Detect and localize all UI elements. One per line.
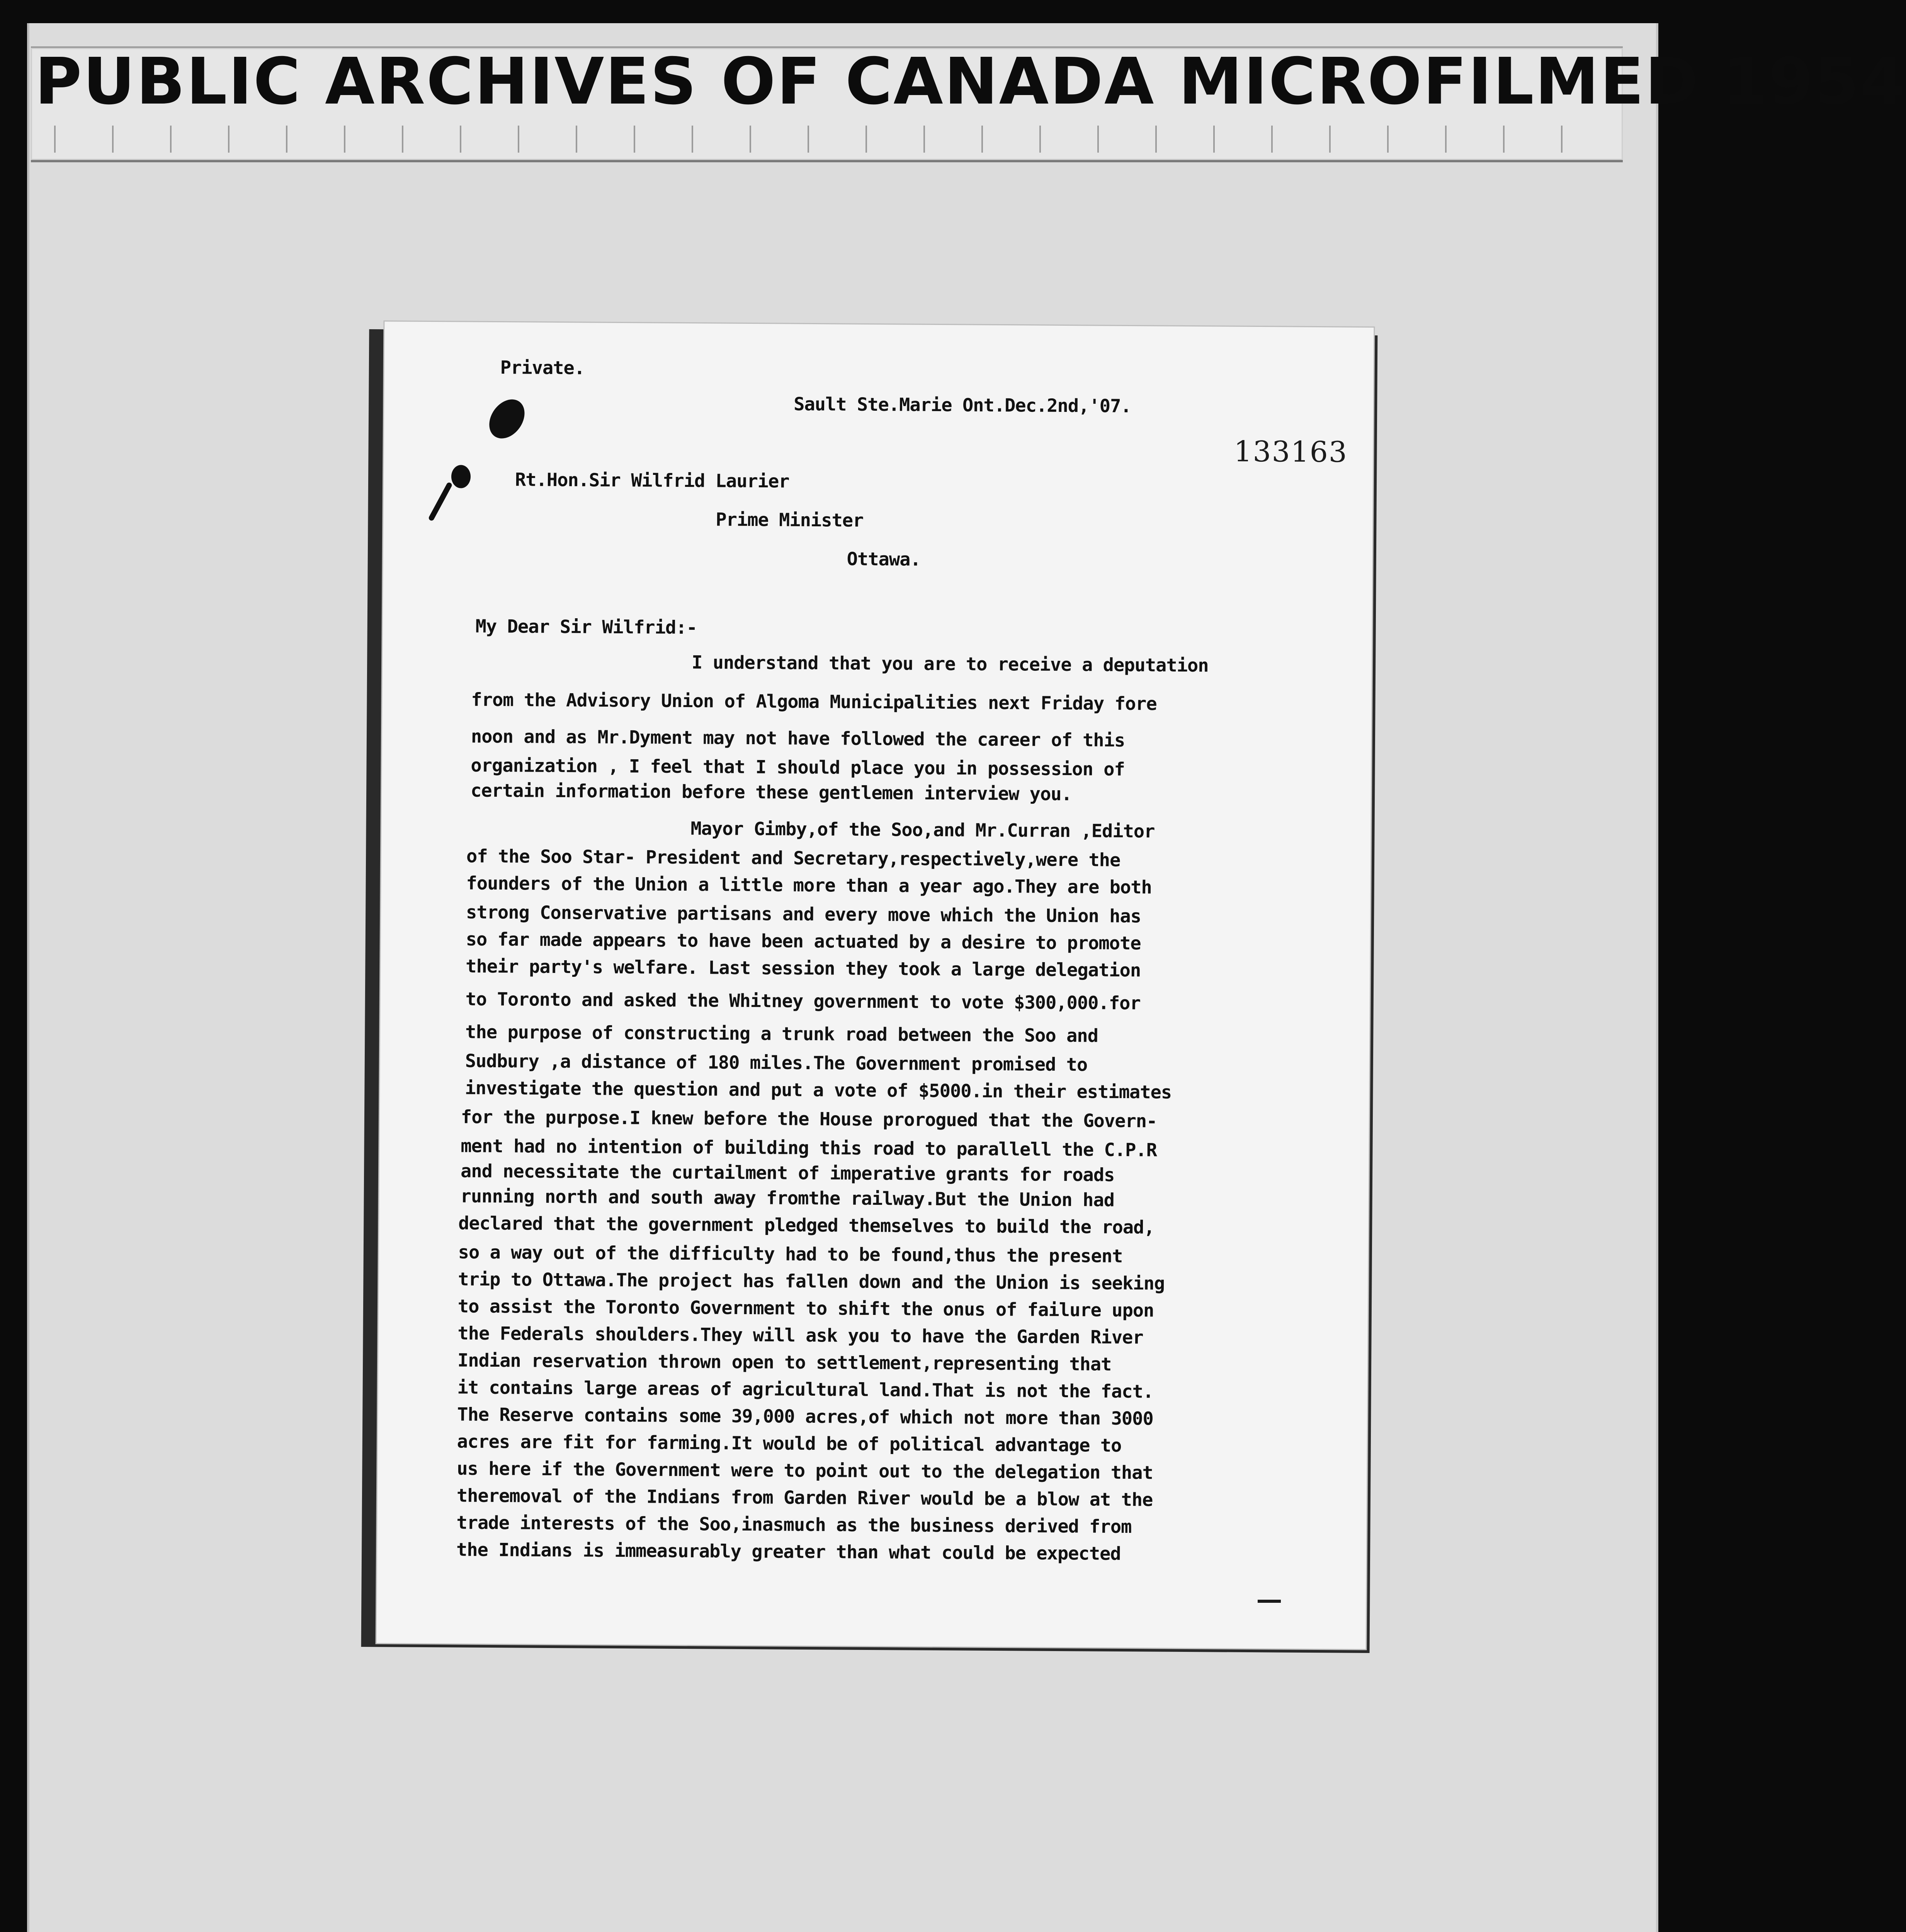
- film-corner-mark: [1258, 1600, 1281, 1603]
- ink-blot: [451, 465, 471, 488]
- letter-line: to Toronto and asked the Whitney government to vote $300,000.for: [465, 988, 1141, 1014]
- letter-line: investigate the question and put a vote of $5000.in their estimates: [465, 1077, 1172, 1103]
- letter-line: for the purpose.I knew before the House prorogued that the Govern-: [461, 1106, 1157, 1132]
- letter-line: strong Conservative partisans and every move which the Union has: [466, 901, 1141, 927]
- letter-line: Rt.Hon.Sir Wilfrid Laurier: [515, 469, 789, 492]
- letter-line: to assist the Toronto Government to shift the onus of failure upon: [457, 1296, 1154, 1321]
- document-number: 133163: [1234, 435, 1348, 469]
- letter-line: acres are fit for farming.It would be of political advantage to: [457, 1431, 1122, 1456]
- ink-blot: [482, 393, 532, 445]
- letter-line: us here if the Government were to point out to the delegation that: [457, 1458, 1153, 1484]
- letter-line: declared that the government pledged themselves to build the road,: [458, 1213, 1154, 1238]
- ink-drip: [428, 481, 453, 521]
- letter-line: ment had no intention of building this road to parallell the C.P.R: [461, 1135, 1157, 1161]
- letter-line: running north and south away fromthe railway.But the Union had: [460, 1185, 1115, 1211]
- header-ruler-ticks: [54, 126, 1600, 153]
- letter-line: trade interests of the Soo,inasmuch as the business derived from: [456, 1512, 1132, 1538]
- letter-line: My Dear Sir Wilfrid:-: [475, 616, 697, 639]
- letter-line: organization , I feel that I should place you in possession of: [471, 755, 1125, 780]
- letter-line: certain information before these gentlemen interview you.: [470, 780, 1072, 805]
- letter-line: of the Soo Star- President and Secretary,respectively,were the: [466, 845, 1120, 871]
- letter-line: so far made appears to have been actuated by a desire to promote: [466, 929, 1141, 954]
- letter-line: Sault Ste.Marie Ont.Dec.2nd,'07.: [794, 393, 1131, 417]
- letter-line: so a way out of the difficulty had to be found,thus the present: [458, 1242, 1123, 1267]
- letter-line: from the Advisory Union of Algoma Municipalities next Friday fore: [471, 689, 1157, 715]
- letter-line: trip to Ottawa.The project has fallen down and the Union is seeking: [458, 1269, 1165, 1294]
- letter-line: the purpose of constructing a trunk road between the Soo and: [465, 1021, 1098, 1047]
- archive-header-title: PUBLIC ARCHIVES OF CANADA MICROFILMED 1954: [35, 44, 1906, 119]
- letter-line: I understand that you are to receive a deputation: [691, 652, 1209, 677]
- letter-line: the Federals shoulders.They will ask you to have the Garden River: [457, 1323, 1143, 1349]
- letter-line: their party's welfare. Last session they took a large delegation: [466, 956, 1141, 981]
- letter-page: [377, 321, 1374, 1649]
- letter-line: theremoval of the Indians from Garden River would be a blow at the: [456, 1485, 1153, 1511]
- letter-line: and necessitate the curtailment of imperative grants for roads: [460, 1160, 1115, 1186]
- letter-line: Mayor Gimby,of the Soo,and Mr.Curran ,Editor: [690, 818, 1155, 842]
- letter-line: Prime Minister: [716, 509, 864, 531]
- letter-line: it contains large areas of agricultural land.That is not the fact.: [457, 1377, 1154, 1403]
- letter-line: noon and as Mr.Dyment may not have followed the career of this: [471, 726, 1125, 751]
- letter-line: Indian reservation thrown open to settlement,representing that: [457, 1350, 1112, 1375]
- letter-line: The Reserve contains some 39,000 acres,of which not more than 3000: [457, 1404, 1153, 1430]
- letter-line: Sudbury ,a distance of 180 miles.The Government promised to: [465, 1050, 1088, 1076]
- letter-line: founders of the Union a little more than a year ago.They are both: [466, 872, 1152, 898]
- letter-line: Private.: [500, 357, 585, 379]
- letter-line: the Indians is immeasurably greater than what could be expected: [456, 1539, 1121, 1565]
- letter-line: Ottawa.: [847, 548, 921, 570]
